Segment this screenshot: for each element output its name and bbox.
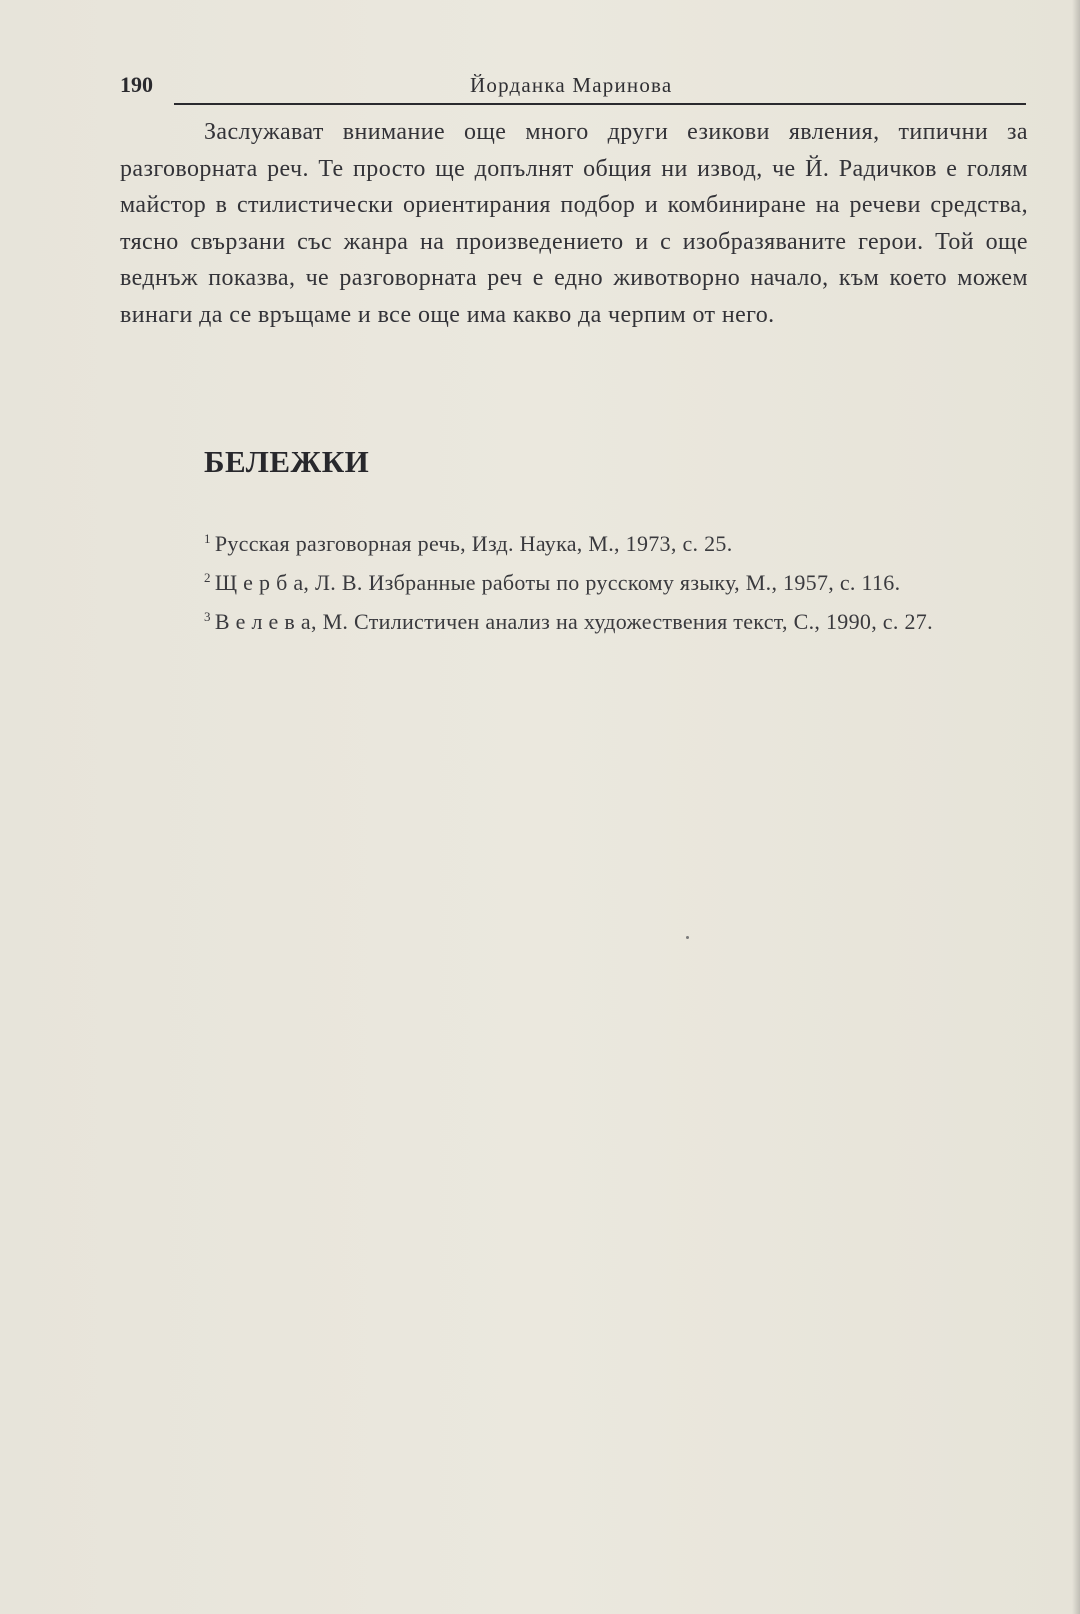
note-text: М. Стилистичен анализ на художествения текст, С., 1990, с. 27. (322, 609, 933, 634)
notes-list (120, 522, 1028, 639)
note-item (120, 600, 1028, 639)
note-marker: 1 (204, 531, 211, 546)
note-author: Щ е р б а, (214, 570, 310, 595)
notes-heading: БЕЛЕЖКИ (204, 444, 370, 479)
body-paragraph: Заслужават внимание още много други езикови явления, типични за разговорната реч. Те просто ще допълнят общия ни извод, че Й. Радичков е голям майстор в стилистически ориентирания подбор и комбиниране на речеви средства, тясно свързани със жанра на произведението и с изобразяваните герои. Той още веднъж показва, че разговорната реч е едно животворно начало, към което можем винаги да се връщаме и все още има какво да черпим от него. (120, 119, 1028, 328)
note-item (120, 561, 1028, 600)
note-marker: 2 (204, 570, 211, 585)
header-rule (174, 103, 1026, 105)
running-title: Йорданка Маринова (470, 73, 673, 97)
note-text: Л. В. Избранные работы по русскому языку, М., 1957, с. 116. (315, 570, 901, 595)
note-item (120, 522, 1028, 561)
paper-speck (686, 936, 689, 939)
note-marker: 3 (204, 609, 211, 624)
page-number: 190 (120, 72, 153, 97)
note-author: В е л е в а, (214, 609, 317, 634)
note-text: Русская разговорная речь, Изд. Наука, М., 1973, с. 25. (214, 531, 733, 556)
page-header (120, 72, 1028, 106)
page-edge-shadow (1072, 0, 1080, 1614)
